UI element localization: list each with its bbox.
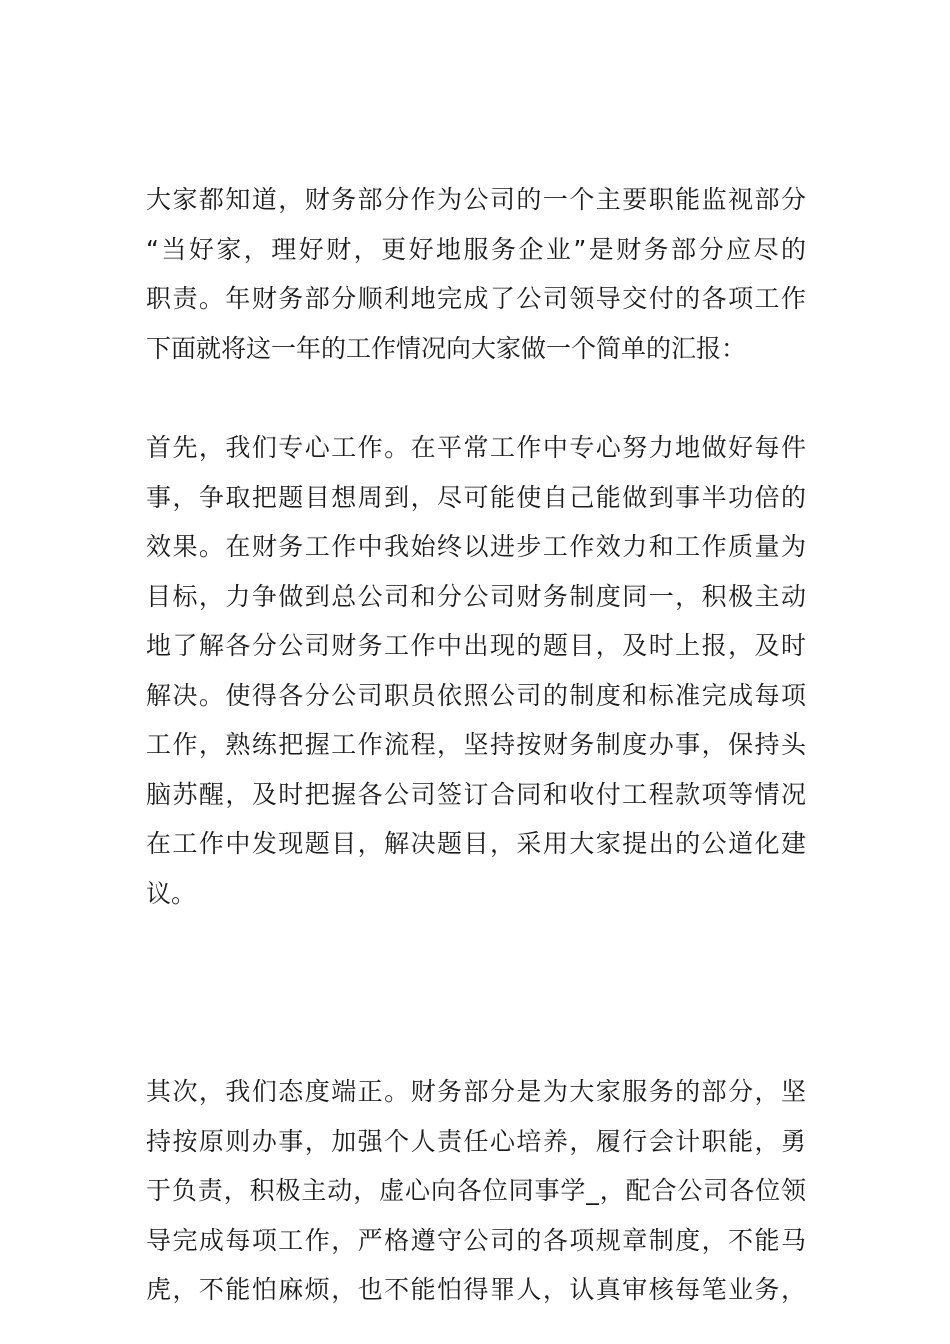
text-line: 地了解各分公司财务工作中出现的题目，及时上报，及时 bbox=[146, 631, 806, 660]
text-line: 解决。使得各分公司职员依照公司的制度和标准完成每项 bbox=[146, 680, 806, 710]
text-line: 首先，我们专心工作。在平常工作中专心努力地做好每件 bbox=[146, 433, 806, 462]
text-line: 导完成每项工作，严格遵守公司的各项规章制度，不能马 bbox=[146, 1225, 806, 1255]
paragraph-intro bbox=[146, 175, 806, 373]
text-line: 脑苏醒，及时把握各公司签订合同和收付工程款项等情况 bbox=[146, 779, 806, 809]
text-line: 事，争取把题目想周到，尽可能使自己能做到事半功倍的 bbox=[146, 482, 806, 512]
text-line: 大家都知道，财务部分作为公司的一个主要职能监视部分 bbox=[146, 185, 806, 214]
text-line: 效果。在财务工作中我始终以进步工作效力和工作质量为 bbox=[146, 532, 806, 561]
text-line: “当好家，理好财，更好地服务企业”是财务部分应尽的 bbox=[146, 234, 806, 264]
text-line: 持按原则办事，加强个人责任心培养，履行会计职能，勇 bbox=[146, 1126, 806, 1156]
paragraph-first-point bbox=[146, 423, 806, 918]
text-line: 其次，我们态度端正。财务部分是为大家服务的部分，坚 bbox=[146, 1077, 806, 1106]
text-line: 在工作中发现题目，解决题目，采用大家提出的公道化建 bbox=[146, 829, 806, 858]
text-line: 下面就将这一年的工作情况向大家做一个简单的汇报： bbox=[146, 333, 747, 363]
text-line: 目标，力争做到总公司和分公司财务制度同一，积极主动 bbox=[146, 581, 806, 611]
text-line: 工作，熟练把握工作流程，坚持按财务制度办事，保持头 bbox=[146, 730, 806, 759]
text-line: 职责。年财务部分顺利地完成了公司领导交付的各项工作 bbox=[146, 284, 806, 313]
text-line: 议。 bbox=[146, 878, 197, 908]
text-line: 于负责，积极主动，虚心向各位同事学_，配合公司各位领 bbox=[146, 1176, 806, 1205]
paragraph-second-point bbox=[146, 1067, 806, 1315]
text-line: 虎，不能怕麻烦，也不能怕得罪人，认真审核每笔业务， bbox=[146, 1275, 806, 1304]
